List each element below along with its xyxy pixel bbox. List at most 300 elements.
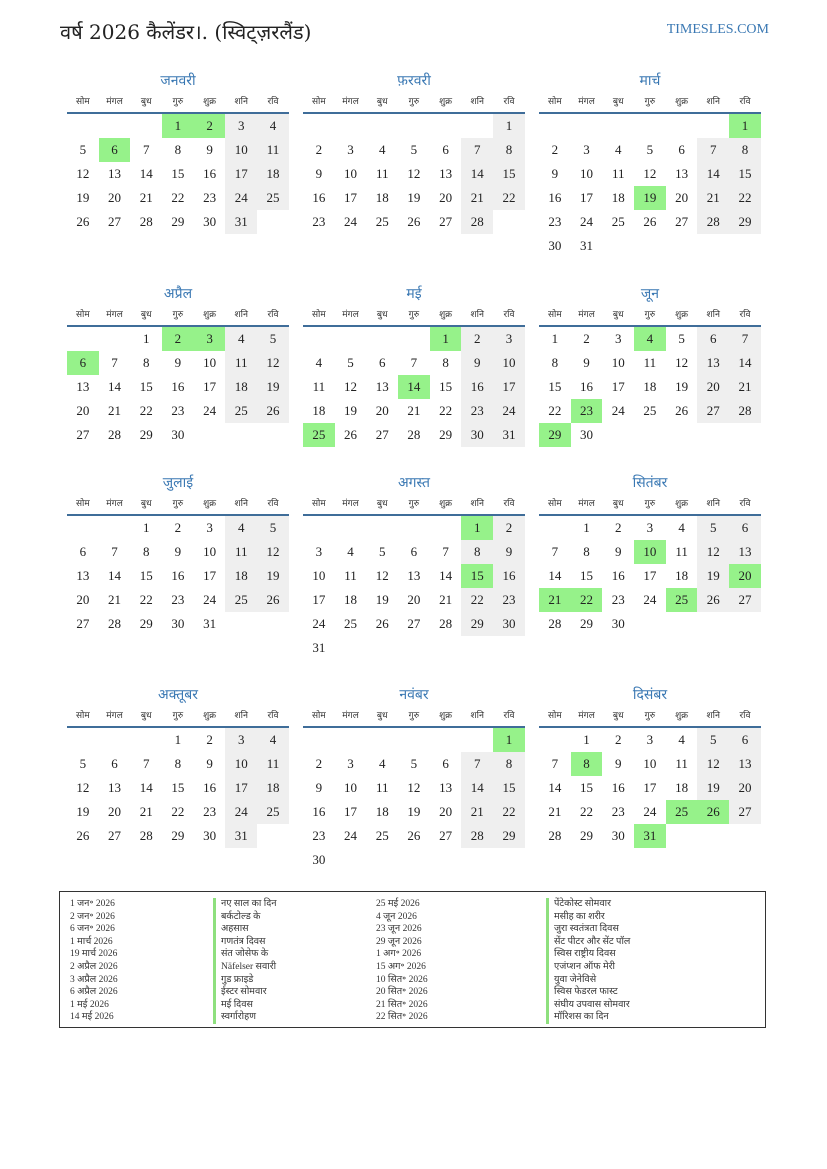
day-cell[interactable]: 19 <box>697 776 729 800</box>
day-cell[interactable]: 12 <box>375 568 389 583</box>
day-cell[interactable]: 21 <box>439 592 453 607</box>
day-cell[interactable]: 18 <box>611 190 625 205</box>
day-cell[interactable]: 20 <box>439 190 453 205</box>
day-cell[interactable]: 4 <box>347 544 354 559</box>
day-cell[interactable]: 14 <box>461 162 493 186</box>
day-cell[interactable]: 14 <box>108 568 122 583</box>
holiday-day-cell[interactable]: 2 <box>162 327 194 351</box>
day-cell[interactable]: 1 <box>551 331 559 346</box>
day-cell[interactable]: 5 <box>79 756 87 771</box>
day-cell[interactable]: 2 <box>315 142 323 157</box>
day-cell[interactable]: 28 <box>548 828 562 843</box>
day-cell[interactable]: 16 <box>203 780 217 795</box>
day-cell[interactable]: 19 <box>344 403 358 418</box>
day-cell[interactable]: 28 <box>108 616 122 631</box>
day-cell[interactable]: 10 <box>344 780 358 795</box>
day-cell[interactable]: 20 <box>729 776 761 800</box>
day-cell[interactable]: 15 <box>171 166 185 181</box>
day-cell[interactable]: 18 <box>312 403 326 418</box>
day-cell[interactable]: 19 <box>257 564 289 588</box>
day-cell[interactable]: 3 <box>646 520 654 535</box>
day-cell[interactable]: 6 <box>678 142 685 157</box>
day-cell[interactable]: 30 <box>580 427 594 442</box>
day-cell[interactable]: 27 <box>76 616 90 631</box>
day-cell[interactable]: 29 <box>493 824 525 848</box>
day-cell[interactable]: 3 <box>347 756 354 771</box>
day-cell[interactable]: 25 <box>375 214 389 229</box>
day-cell[interactable]: 16 <box>203 166 217 181</box>
day-cell[interactable]: 9 <box>461 351 493 375</box>
day-cell[interactable]: 18 <box>225 375 257 399</box>
day-cell[interactable]: 20 <box>108 190 122 205</box>
day-cell[interactable]: 20 <box>76 592 90 607</box>
day-cell[interactable]: 11 <box>225 540 257 564</box>
holiday-day-cell[interactable]: 21 <box>539 588 571 612</box>
day-cell[interactable]: 22 <box>461 588 493 612</box>
day-cell[interactable]: 11 <box>643 355 657 370</box>
holiday-day-cell[interactable]: 6 <box>67 351 99 375</box>
day-cell[interactable]: 30 <box>548 238 562 253</box>
holiday-day-cell[interactable]: 1 <box>493 728 525 752</box>
day-cell[interactable]: 26 <box>257 399 289 423</box>
day-cell[interactable]: 29 <box>171 214 185 229</box>
day-cell[interactable]: 8 <box>493 138 525 162</box>
day-cell[interactable]: 5 <box>79 142 87 157</box>
day-cell[interactable]: 24 <box>203 592 217 607</box>
day-cell[interactable]: 27 <box>697 399 729 423</box>
day-cell[interactable]: 19 <box>697 564 729 588</box>
day-cell[interactable]: 27 <box>375 427 389 442</box>
day-cell[interactable]: 17 <box>225 162 257 186</box>
day-cell[interactable]: 30 <box>461 423 493 447</box>
day-cell[interactable]: 21 <box>407 403 421 418</box>
day-cell[interactable]: 27 <box>407 616 421 631</box>
day-cell[interactable]: 10 <box>580 166 594 181</box>
day-cell[interactable]: 8 <box>551 355 559 370</box>
day-cell[interactable]: 18 <box>375 190 389 205</box>
day-cell[interactable]: 9 <box>206 756 213 771</box>
day-cell[interactable]: 6 <box>729 516 761 540</box>
day-cell[interactable]: 25 <box>611 214 625 229</box>
day-cell[interactable]: 29 <box>171 828 185 843</box>
day-cell[interactable]: 31 <box>493 423 525 447</box>
day-cell[interactable]: 15 <box>493 162 525 186</box>
day-cell[interactable]: 2 <box>614 732 622 747</box>
day-cell[interactable]: 21 <box>461 800 493 824</box>
day-cell[interactable]: 8 <box>174 756 182 771</box>
day-cell[interactable]: 17 <box>203 379 217 394</box>
day-cell[interactable]: 9 <box>614 756 622 771</box>
day-cell[interactable]: 28 <box>548 616 562 631</box>
day-cell[interactable]: 24 <box>344 828 358 843</box>
day-cell[interactable]: 11 <box>312 379 326 394</box>
day-cell[interactable]: 31 <box>225 824 257 848</box>
day-cell[interactable]: 7 <box>142 756 150 771</box>
day-cell[interactable]: 24 <box>225 800 257 824</box>
day-cell[interactable]: 29 <box>580 828 594 843</box>
day-cell[interactable]: 5 <box>697 516 729 540</box>
day-cell[interactable]: 12 <box>697 752 729 776</box>
day-cell[interactable]: 13 <box>375 379 389 394</box>
day-cell[interactable]: 21 <box>108 403 122 418</box>
day-cell[interactable]: 3 <box>493 327 525 351</box>
day-cell[interactable]: 1 <box>174 732 182 747</box>
day-cell[interactable]: 27 <box>729 588 761 612</box>
day-cell[interactable]: 13 <box>407 568 421 583</box>
day-cell[interactable]: 9 <box>174 544 182 559</box>
day-cell[interactable]: 9 <box>315 166 323 181</box>
day-cell[interactable]: 26 <box>675 403 689 418</box>
day-cell[interactable]: 14 <box>461 776 493 800</box>
day-cell[interactable]: 28 <box>407 427 421 442</box>
day-cell[interactable]: 29 <box>139 427 153 442</box>
day-cell[interactable]: 10 <box>203 355 217 370</box>
day-cell[interactable]: 7 <box>461 138 493 162</box>
day-cell[interactable]: 16 <box>493 564 525 588</box>
day-cell[interactable]: 12 <box>407 166 421 181</box>
day-cell[interactable]: 16 <box>580 379 594 394</box>
holiday-day-cell[interactable]: 10 <box>634 540 666 564</box>
day-cell[interactable]: 6 <box>79 544 87 559</box>
day-cell[interactable]: 13 <box>697 351 729 375</box>
day-cell[interactable]: 2 <box>315 756 323 771</box>
day-cell[interactable]: 2 <box>206 732 213 747</box>
day-cell[interactable]: 22 <box>729 186 761 210</box>
day-cell[interactable]: 1 <box>583 732 590 747</box>
day-cell[interactable]: 22 <box>171 804 185 819</box>
day-cell[interactable]: 10 <box>643 756 657 771</box>
day-cell[interactable]: 20 <box>375 403 389 418</box>
day-cell[interactable]: 18 <box>257 776 289 800</box>
day-cell[interactable]: 22 <box>548 403 562 418</box>
day-cell[interactable]: 28 <box>439 616 453 631</box>
day-cell[interactable]: 13 <box>76 379 90 394</box>
day-cell[interactable]: 27 <box>76 427 90 442</box>
day-cell[interactable]: 27 <box>675 214 689 229</box>
day-cell[interactable]: 18 <box>675 780 689 795</box>
day-cell[interactable]: 16 <box>548 190 562 205</box>
day-cell[interactable]: 18 <box>375 804 389 819</box>
day-cell[interactable]: 7 <box>111 355 118 370</box>
day-cell[interactable]: 19 <box>407 804 421 819</box>
day-cell[interactable]: 4 <box>378 142 386 157</box>
day-cell[interactable]: 10 <box>312 568 326 583</box>
day-cell[interactable]: 9 <box>493 540 525 564</box>
day-cell[interactable]: 12 <box>257 351 289 375</box>
day-cell[interactable]: 11 <box>375 780 389 795</box>
day-cell[interactable]: 9 <box>174 355 182 370</box>
day-cell[interactable]: 8 <box>442 355 449 370</box>
day-cell[interactable]: 10 <box>344 166 358 181</box>
day-cell[interactable]: 23 <box>548 214 562 229</box>
holiday-day-cell[interactable]: 23 <box>571 399 603 423</box>
day-cell[interactable]: 16 <box>611 780 625 795</box>
day-cell[interactable]: 17 <box>611 379 625 394</box>
day-cell[interactable]: 28 <box>461 210 493 234</box>
holiday-day-cell[interactable]: 31 <box>634 824 666 848</box>
day-cell[interactable]: 20 <box>407 592 421 607</box>
day-cell[interactable]: 13 <box>675 166 689 181</box>
day-cell[interactable]: 29 <box>139 616 153 631</box>
day-cell[interactable]: 15 <box>139 379 153 394</box>
day-cell[interactable]: 4 <box>225 516 257 540</box>
day-cell[interactable]: 2 <box>493 516 525 540</box>
day-cell[interactable]: 30 <box>203 828 217 843</box>
day-cell[interactable]: 15 <box>439 379 453 394</box>
day-cell[interactable]: 7 <box>111 544 118 559</box>
day-cell[interactable]: 24 <box>203 403 217 418</box>
day-cell[interactable]: 14 <box>548 780 562 795</box>
day-cell[interactable]: 3 <box>225 728 257 752</box>
day-cell[interactable]: 10 <box>493 351 525 375</box>
day-cell[interactable]: 3 <box>225 114 257 138</box>
day-cell[interactable]: 16 <box>461 375 493 399</box>
day-cell[interactable]: 13 <box>76 568 90 583</box>
day-cell[interactable]: 22 <box>139 403 153 418</box>
day-cell[interactable]: 20 <box>697 375 729 399</box>
day-cell[interactable]: 11 <box>675 544 688 559</box>
day-cell[interactable]: 21 <box>548 804 562 819</box>
day-cell[interactable]: 30 <box>611 828 625 843</box>
day-cell[interactable]: 15 <box>493 776 525 800</box>
day-cell[interactable]: 14 <box>697 162 729 186</box>
day-cell[interactable]: 25 <box>225 588 257 612</box>
day-cell[interactable]: 19 <box>675 379 689 394</box>
day-cell[interactable]: 17 <box>643 568 657 583</box>
day-cell[interactable]: 19 <box>76 804 90 819</box>
day-cell[interactable]: 26 <box>697 588 729 612</box>
day-cell[interactable]: 14 <box>108 379 122 394</box>
day-cell[interactable]: 18 <box>344 592 358 607</box>
day-cell[interactable]: 18 <box>257 162 289 186</box>
day-cell[interactable]: 2 <box>583 331 590 346</box>
day-cell[interactable]: 3 <box>583 142 590 157</box>
day-cell[interactable]: 27 <box>729 800 761 824</box>
day-cell[interactable]: 13 <box>439 166 453 181</box>
day-cell[interactable]: 30 <box>171 616 185 631</box>
day-cell[interactable]: 23 <box>461 399 493 423</box>
day-cell[interactable]: 26 <box>407 828 421 843</box>
day-cell[interactable]: 3 <box>206 520 213 535</box>
holiday-day-cell[interactable]: 29 <box>539 423 571 447</box>
site-link[interactable]: TIMESLES.COM <box>666 22 769 37</box>
day-cell[interactable]: 31 <box>312 640 326 655</box>
day-cell[interactable]: 27 <box>108 214 122 229</box>
day-cell[interactable]: 4 <box>315 355 323 370</box>
day-cell[interactable]: 22 <box>171 190 185 205</box>
day-cell[interactable]: 22 <box>439 403 453 418</box>
day-cell[interactable]: 13 <box>729 752 761 776</box>
day-cell[interactable]: 14 <box>729 351 761 375</box>
day-cell[interactable]: 25 <box>344 616 358 631</box>
day-cell[interactable]: 6 <box>410 544 418 559</box>
day-cell[interactable]: 24 <box>312 616 326 631</box>
day-cell[interactable]: 26 <box>643 214 657 229</box>
day-cell[interactable]: 11 <box>611 166 625 181</box>
day-cell[interactable]: 5 <box>697 728 729 752</box>
day-cell[interactable]: 15 <box>139 568 153 583</box>
holiday-day-cell[interactable]: 1 <box>729 114 761 138</box>
holiday-day-cell[interactable]: 8 <box>571 752 603 776</box>
day-cell[interactable]: 18 <box>675 568 689 583</box>
day-cell[interactable]: 2 <box>174 520 182 535</box>
day-cell[interactable]: 14 <box>439 568 453 583</box>
day-cell[interactable]: 25 <box>643 403 657 418</box>
day-cell[interactable]: 12 <box>344 379 358 394</box>
day-cell[interactable]: 24 <box>580 214 594 229</box>
holiday-day-cell[interactable]: 1 <box>461 516 493 540</box>
day-cell[interactable]: 11 <box>225 351 257 375</box>
day-cell[interactable]: 9 <box>315 780 323 795</box>
day-cell[interactable]: 7 <box>697 138 729 162</box>
day-cell[interactable]: 30 <box>203 214 217 229</box>
day-cell[interactable]: 22 <box>139 592 153 607</box>
day-cell[interactable]: 8 <box>174 142 182 157</box>
day-cell[interactable]: 28 <box>729 399 761 423</box>
day-cell[interactable]: 4 <box>378 756 386 771</box>
day-cell[interactable]: 6 <box>442 756 449 771</box>
day-cell[interactable]: 24 <box>344 214 358 229</box>
day-cell[interactable]: 10 <box>225 752 257 776</box>
day-cell[interactable]: 24 <box>611 403 625 418</box>
day-cell[interactable]: 26 <box>344 427 358 442</box>
day-cell[interactable]: 28 <box>139 828 153 843</box>
day-cell[interactable]: 30 <box>171 427 185 442</box>
day-cell[interactable]: 7 <box>442 544 449 559</box>
day-cell[interactable]: 11 <box>257 752 289 776</box>
day-cell[interactable]: 22 <box>493 186 525 210</box>
day-cell[interactable]: 27 <box>108 828 122 843</box>
day-cell[interactable]: 10 <box>203 544 217 559</box>
day-cell[interactable]: 16 <box>171 568 185 583</box>
day-cell[interactable]: 29 <box>439 427 453 442</box>
day-cell[interactable]: 21 <box>108 592 122 607</box>
holiday-day-cell[interactable]: 2 <box>194 114 226 138</box>
holiday-day-cell[interactable]: 1 <box>430 327 462 351</box>
day-cell[interactable]: 2 <box>551 142 559 157</box>
day-cell[interactable]: 7 <box>551 544 559 559</box>
day-cell[interactable]: 21 <box>697 186 729 210</box>
day-cell[interactable]: 27 <box>439 214 453 229</box>
day-cell[interactable]: 29 <box>580 616 594 631</box>
day-cell[interactable]: 5 <box>257 516 289 540</box>
day-cell[interactable]: 4 <box>678 732 685 747</box>
day-cell[interactable]: 17 <box>203 568 217 583</box>
day-cell[interactable]: 23 <box>171 592 185 607</box>
day-cell[interactable]: 4 <box>257 728 289 752</box>
holiday-day-cell[interactable]: 25 <box>666 588 698 612</box>
day-cell[interactable]: 17 <box>643 780 657 795</box>
day-cell[interactable]: 15 <box>580 780 594 795</box>
day-cell[interactable]: 5 <box>410 756 418 771</box>
day-cell[interactable]: 17 <box>344 190 358 205</box>
day-cell[interactable]: 19 <box>76 190 90 205</box>
day-cell[interactable]: 3 <box>347 142 354 157</box>
day-cell[interactable]: 4 <box>225 327 257 351</box>
day-cell[interactable]: 2 <box>461 327 493 351</box>
day-cell[interactable]: 30 <box>493 612 525 636</box>
day-cell[interactable]: 26 <box>407 214 421 229</box>
day-cell[interactable]: 1 <box>583 520 590 535</box>
day-cell[interactable]: 12 <box>257 540 289 564</box>
day-cell[interactable]: 30 <box>312 852 326 867</box>
day-cell[interactable]: 17 <box>312 592 326 607</box>
day-cell[interactable]: 12 <box>76 780 90 795</box>
day-cell[interactable]: 31 <box>203 616 217 631</box>
day-cell[interactable]: 25 <box>225 399 257 423</box>
day-cell[interactable]: 12 <box>697 540 729 564</box>
day-cell[interactable]: 12 <box>407 780 421 795</box>
day-cell[interactable]: 15 <box>548 379 562 394</box>
day-cell[interactable]: 23 <box>493 588 525 612</box>
day-cell[interactable]: 5 <box>347 355 354 370</box>
day-cell[interactable]: 15 <box>580 568 594 583</box>
day-cell[interactable]: 8 <box>461 540 493 564</box>
day-cell[interactable]: 16 <box>312 804 326 819</box>
day-cell[interactable]: 9 <box>614 544 622 559</box>
day-cell[interactable]: 20 <box>76 403 90 418</box>
day-cell[interactable]: 5 <box>378 544 386 559</box>
day-cell[interactable]: 11 <box>375 166 389 181</box>
day-cell[interactable]: 13 <box>439 780 453 795</box>
day-cell[interactable]: 1 <box>493 114 525 138</box>
day-cell[interactable]: 4 <box>678 520 685 535</box>
holiday-day-cell[interactable]: 20 <box>729 564 761 588</box>
day-cell[interactable]: 10 <box>225 138 257 162</box>
holiday-day-cell[interactable]: 3 <box>194 327 226 351</box>
holiday-day-cell[interactable]: 26 <box>697 800 729 824</box>
holiday-day-cell[interactable]: 25 <box>666 800 698 824</box>
day-cell[interactable]: 5 <box>257 327 289 351</box>
holiday-day-cell[interactable]: 14 <box>398 375 430 399</box>
day-cell[interactable]: 8 <box>493 752 525 776</box>
day-cell[interactable]: 11 <box>257 138 289 162</box>
day-cell[interactable]: 18 <box>225 564 257 588</box>
day-cell[interactable]: 5 <box>410 142 418 157</box>
day-cell[interactable]: 15 <box>729 162 761 186</box>
day-cell[interactable]: 31 <box>225 210 257 234</box>
day-cell[interactable]: 20 <box>108 804 122 819</box>
day-cell[interactable]: 29 <box>461 612 493 636</box>
day-cell[interactable]: 12 <box>643 166 657 181</box>
day-cell[interactable]: 21 <box>729 375 761 399</box>
day-cell[interactable]: 22 <box>493 800 525 824</box>
day-cell[interactable]: 25 <box>375 828 389 843</box>
day-cell[interactable]: 8 <box>142 355 150 370</box>
holiday-day-cell[interactable]: 19 <box>634 186 666 210</box>
day-cell[interactable]: 14 <box>548 568 562 583</box>
day-cell[interactable]: 11 <box>344 568 357 583</box>
day-cell[interactable]: 24 <box>643 804 657 819</box>
day-cell[interactable]: 25 <box>257 186 289 210</box>
day-cell[interactable]: 7 <box>461 752 493 776</box>
day-cell[interactable]: 6 <box>442 142 449 157</box>
day-cell[interactable]: 26 <box>76 214 90 229</box>
day-cell[interactable]: 24 <box>643 592 657 607</box>
day-cell[interactable]: 28 <box>108 427 122 442</box>
day-cell[interactable]: 13 <box>108 166 122 181</box>
day-cell[interactable]: 14 <box>139 780 153 795</box>
day-cell[interactable]: 24 <box>493 399 525 423</box>
day-cell[interactable]: 23 <box>312 214 326 229</box>
day-cell[interactable]: 1 <box>142 331 150 346</box>
day-cell[interactable]: 17 <box>225 776 257 800</box>
holiday-day-cell[interactable]: 1 <box>162 114 194 138</box>
day-cell[interactable]: 4 <box>614 142 622 157</box>
holiday-day-cell[interactable]: 4 <box>634 327 666 351</box>
day-cell[interactable]: 22 <box>580 804 594 819</box>
day-cell[interactable]: 26 <box>375 616 389 631</box>
